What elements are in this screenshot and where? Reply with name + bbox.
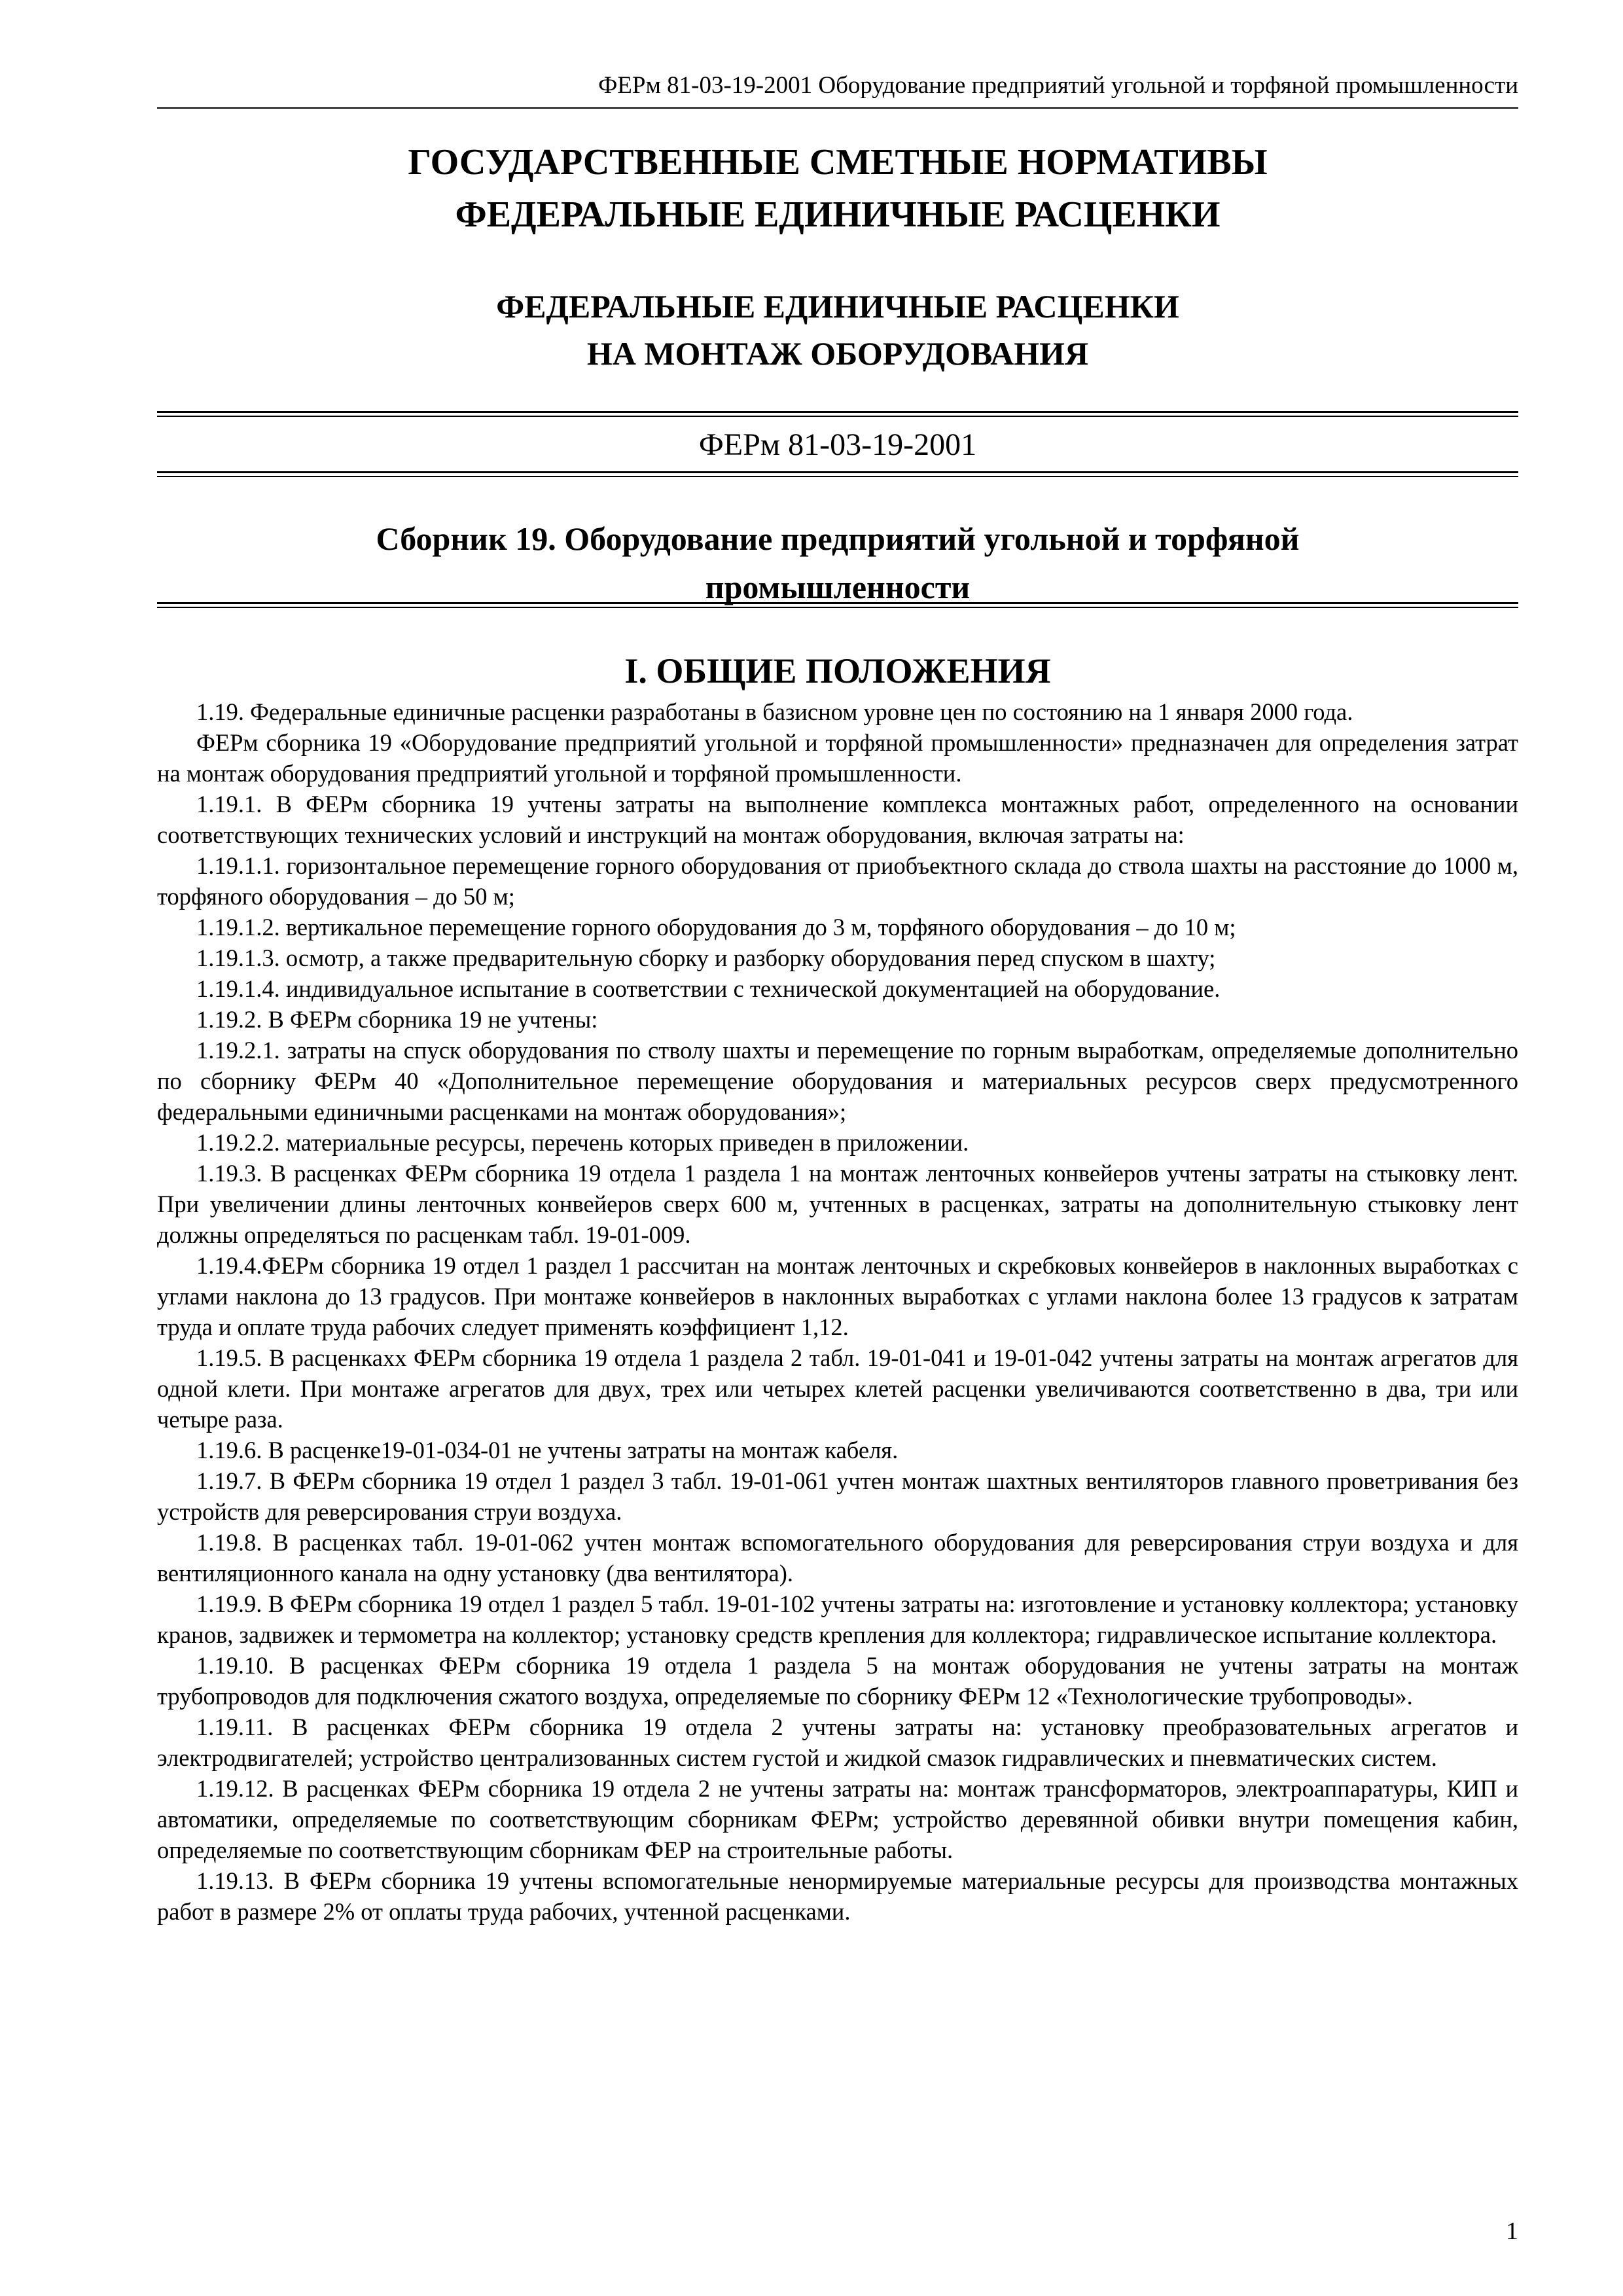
- header-rule: [157, 107, 1518, 109]
- paragraph: 1.19.6. В расценке19-01-034-01 не учтены затраты на монтаж кабеля.: [196, 1437, 899, 1463]
- section-heading: I. ОБЩИЕ ПОЛОЖЕНИЯ: [624, 651, 1051, 691]
- title-line-2: ФЕДЕРАЛЬНЫЕ ЕДИНИЧНЫЕ РАСЦЕНКИ: [455, 194, 1221, 235]
- page-number: 1: [1506, 2217, 1518, 2245]
- paragraph: 1.19.1. В ФЕРм сборника 19 учтены затраты на выполнение комплекса монтажных работ, определенного на основании соответствующих технических условий и инструкций на монтаж оборудования, включая затраты на:: [157, 791, 1518, 848]
- collection-title-line-2: промышленности: [705, 569, 971, 605]
- paragraph: 1.19.1.2. вертикальное перемещение горного оборудования до 3 м, торфяного оборудования – до 10 м;: [196, 914, 1236, 941]
- title-block: [157, 136, 1518, 377]
- subtitle-line-1: ФЕДЕРАЛЬНЫЕ ЕДИНИЧНЫЕ РАСЦЕНКИ: [496, 288, 1179, 325]
- paragraph: 1.19.2.2. материальные ресурсы, перечень которых приведен в приложении.: [196, 1129, 969, 1156]
- paragraph: 1.19.1.1. горизонтальное перемещение горного оборудования от приобъектного склада до ствола шахты на расстояние до 1000 м, торфяного оборудования – до 50 м;: [157, 852, 1518, 910]
- paragraph: ФЕРм сборника 19 «Оборудование предприятий угольной и торфяной промышленности» предназначен для определения затрат на монтаж оборудования предприятий угольной и торфяной промышленности.: [157, 729, 1518, 787]
- document-code: ФЕРм 81-03-19-2001: [698, 427, 977, 462]
- rule-above-code: [157, 411, 1518, 417]
- title-line-1: ГОСУДАРСТВЕННЫЕ СМЕТНЫЕ НОРМАТИВЫ: [408, 142, 1268, 183]
- paragraph: 1.19.7. В ФЕРм сборника 19 отдел 1 раздел 3 табл. 19-01-061 учтен монтаж шахтных вентиляторов главного проветривания без устройств для реверсирования струи воздуха.: [157, 1467, 1518, 1525]
- collection-title: [157, 514, 1518, 611]
- paragraph: 1.19.2. В ФЕРм сборника 19 не учтены:: [196, 1006, 598, 1033]
- paragraph: 1.19.11. В расценках ФЕРм сборника 19 отдела 2 учтены затраты на: установку преобразовательных агрегатов и электродвигателей; устройство централизованных систем густой и жидкой смазок гидравлических и пневматических систем.: [157, 1713, 1518, 1771]
- running-header: ФЕРм 81-03-19-2001 Оборудование предприятий угольной и торфяной промышленности: [598, 72, 1518, 99]
- collection-title-line-1: Сборник 19. Оборудование предприятий угольной и торфяной: [376, 520, 1300, 557]
- paragraph: 1.19.3. В расценках ФЕРм сборника 19 отдела 1 раздела 1 на монтаж ленточных конвейеров учтены затраты на стыковку лент. При увеличении длины ленточных конвейеров сверх 600 м, учтенных в расценках, затраты на дополнительную стыковку лент должны определяться по расценкам табл. 19-01-009.: [157, 1160, 1518, 1248]
- paragraph: 1.19.1.4. индивидуальное испытание в соответствии с технической документацией на оборудование.: [196, 975, 1221, 1002]
- paragraph: 1.19.10. В расценках ФЕРм сборника 19 отдела 1 раздела 5 на монтаж оборудования не учтены затраты на монтаж трубопроводов для подключения сжатого воздуха, определяемые по сборнику ФЕРм 12 «Технологические трубопроводы».: [157, 1652, 1518, 1710]
- rule-below-collection: [157, 602, 1518, 608]
- subtitle-line-2: НА МОНТАЖ ОБОРУДОВАНИЯ: [586, 335, 1089, 372]
- rule-below-code: [157, 471, 1518, 477]
- title-spacer: [157, 241, 1518, 283]
- paragraph: 1.19.9. В ФЕРм сборника 19 отдел 1 раздел 5 табл. 19-01-102 учтены затраты на: изготовление и установку коллектора; установку кранов, задвижек и термометра на коллектор; установку средств крепления для коллектора; гидравлическое испытание коллектора.: [157, 1590, 1518, 1648]
- paragraph: 1.19.1.3. осмотр, а также предварительную сборку и разборку оборудования перед спуском в шахту;: [196, 944, 1216, 971]
- paragraph: 1.19.12. В расценках ФЕРм сборника 19 отдела 2 не учтены затраты на: монтаж трансформаторов, электроаппаратуры, КИП и автоматики, определяемые по соответствующим сборникам ФЕРм; устройство деревянной обивки внутри помещения кабин, определяемые по соответствующим сборникам ФЕР на строительные работы.: [157, 1775, 1518, 1863]
- section-body: [157, 696, 1518, 1927]
- paragraph: 1.19.13. В ФЕРм сборника 19 учтены вспомогательные ненормируемые материальные ресурсы для производства монтажных работ в размере 2% от оплаты труда рабочих, учтенной расценками.: [157, 1867, 1518, 1925]
- paragraph: 1.19.8. В расценках табл. 19-01-062 учтен монтаж вспомогательного оборудования для реверсирования струи воздуха и для вентиляционного канала на одну установку (два вентилятора).: [157, 1529, 1518, 1587]
- paragraph: 1.19.4.ФЕРм сборника 19 отдел 1 раздел 1 рассчитан на монтаж ленточных и скребковых конвейеров в наклонных выработках с углами наклона до 13 градусов. При монтаже конвейеров в наклонных выработках с углами наклона более 13 градусов к затратам труда и оплате труда рабочих следует применять коэффициент 1,12.: [157, 1252, 1518, 1340]
- paragraph: 1.19.5. В расценкахх ФЕРм сборника 19 отдела 1 раздела 2 табл. 19-01-041 и 19-01-042 учтены затраты на монтаж агрегатов для одной клети. При монтаже агрегатов для двух, трех или четырех клетей расценки увеличиваются соответственно в два, три или четыре раза.: [157, 1344, 1518, 1433]
- paragraph: 1.19. Федеральные единичные расценки разработаны в базисном уровне цен по состоянию на 1 января 2000 года.: [196, 698, 1353, 725]
- paragraph: 1.19.2.1. затраты на спуск оборудования по стволу шахты и перемещение по горным выработкам, определяемые дополнительно по сборнику ФЕРм 40 «Дополнительное перемещение оборудования и материальных ресурсов сверх предусмотренного федеральными единичными расценками на монтаж оборудования»;: [157, 1037, 1518, 1125]
